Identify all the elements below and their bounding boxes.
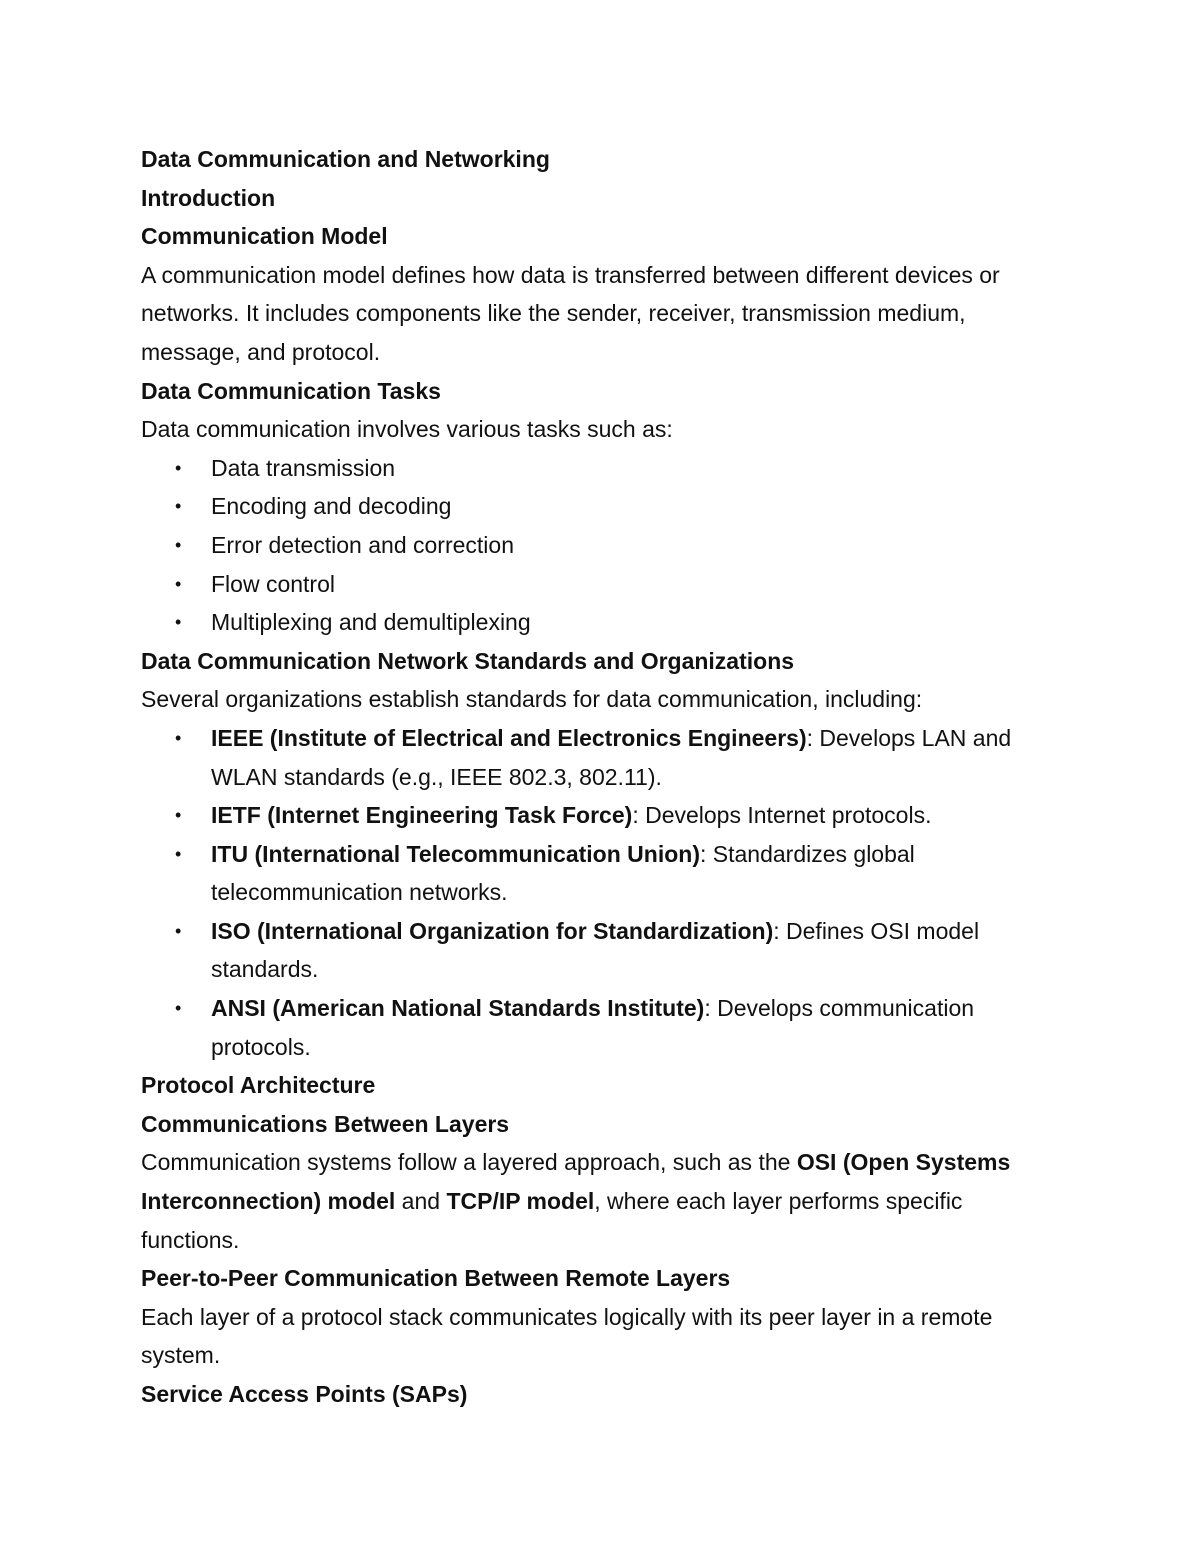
paragraph-standards-intro: Several organizations establish standards for data communication, including: xyxy=(141,686,923,713)
paragraph-peer-to-peer: Each layer of a protocol stack communicates logically with its peer layer in a remote system. xyxy=(141,1303,993,1369)
paragraph-between-layers xyxy=(141,1143,1041,1259)
bullet-icon: • xyxy=(175,805,182,826)
list-item xyxy=(175,487,1041,526)
organization-name: IETF (Internet Engineering Task Force) xyxy=(211,802,633,829)
bold-run: TCP/IP model xyxy=(446,1188,595,1215)
heading-peer-to-peer: Peer-to-Peer Communication Between Remote Layers xyxy=(141,1265,731,1292)
bullet-icon: • xyxy=(175,573,182,594)
list-item xyxy=(175,989,1041,1066)
organization-name: ANSI (American National Standards Institute) xyxy=(211,995,705,1022)
task-list xyxy=(141,449,1041,642)
document-title: Data Communication and Networking xyxy=(141,146,550,172)
list-item-text: Multiplexing and demultiplexing xyxy=(211,609,531,636)
heading-communication-tasks: Data Communication Tasks xyxy=(141,377,441,404)
paragraph-communication-model: A communication model defines how data is transferred between different devices or networks. It includes components like the sender, receiver, transmission medium, message, and protocol. xyxy=(141,261,1000,365)
heading-communication-model: Communication Model xyxy=(141,223,388,250)
standards-list xyxy=(141,719,1041,1066)
bullet-icon: • xyxy=(175,457,182,478)
list-item-text: Flow control xyxy=(211,570,335,597)
bullet-icon: • xyxy=(175,920,182,941)
heading-communications-between-layers: Communications Between Layers xyxy=(141,1110,510,1137)
text-run: Communication systems follow a layered approach, such as the xyxy=(141,1149,797,1176)
list-item-text: Error detection and correction xyxy=(211,531,514,558)
list-item-text: Data transmission xyxy=(211,454,396,481)
heading-protocol-architecture: Protocol Architecture xyxy=(141,1072,376,1099)
list-item xyxy=(175,796,1041,835)
document-page xyxy=(141,140,1041,1414)
organization-name: IEEE (Institute of Electrical and Electronics Engineers) xyxy=(211,724,807,751)
bullet-icon: • xyxy=(175,998,182,1019)
list-item xyxy=(175,449,1041,488)
organization-name: ITU (International Telecommunication Union) xyxy=(211,840,700,867)
bullet-icon: • xyxy=(175,843,182,864)
text-run: and xyxy=(395,1188,447,1215)
organization-description: : Develops communication protocols. xyxy=(211,995,975,1060)
organization-description: : Develops Internet protocols. xyxy=(632,802,932,829)
bullet-icon: • xyxy=(175,612,182,633)
list-item xyxy=(175,526,1041,565)
section-heading-introduction: Introduction xyxy=(141,184,276,211)
list-item xyxy=(175,603,1041,642)
heading-service-access-points: Service Access Points (SAPs) xyxy=(141,1381,468,1407)
list-item xyxy=(175,565,1041,604)
bullet-icon: • xyxy=(175,534,182,555)
paragraph-tasks-intro: Data communication involves various tasks such as: xyxy=(141,416,673,443)
bold-run: OSI (Open Systems Interconnection) model xyxy=(141,1149,1011,1215)
organization-description: : Defines OSI model standards. xyxy=(211,917,980,983)
list-item xyxy=(175,835,1041,912)
organization-description: : Standardizes global telecommunication networks. xyxy=(211,840,915,906)
bullet-icon: • xyxy=(175,727,182,748)
heading-standards-organizations: Data Communication Network Standards and Organizations xyxy=(141,647,795,674)
text-run: , where each layer performs specific functions. xyxy=(141,1188,963,1253)
list-item xyxy=(175,719,1041,796)
organization-name: ISO (International Organization for Standardization) xyxy=(211,917,774,944)
list-item xyxy=(175,912,1041,989)
organization-description: : Develops LAN and WLAN standards (e.g., IEEE 802.3, 802.11). xyxy=(211,724,1012,790)
bullet-icon: • xyxy=(175,496,182,517)
list-item-text: Encoding and decoding xyxy=(211,493,452,520)
